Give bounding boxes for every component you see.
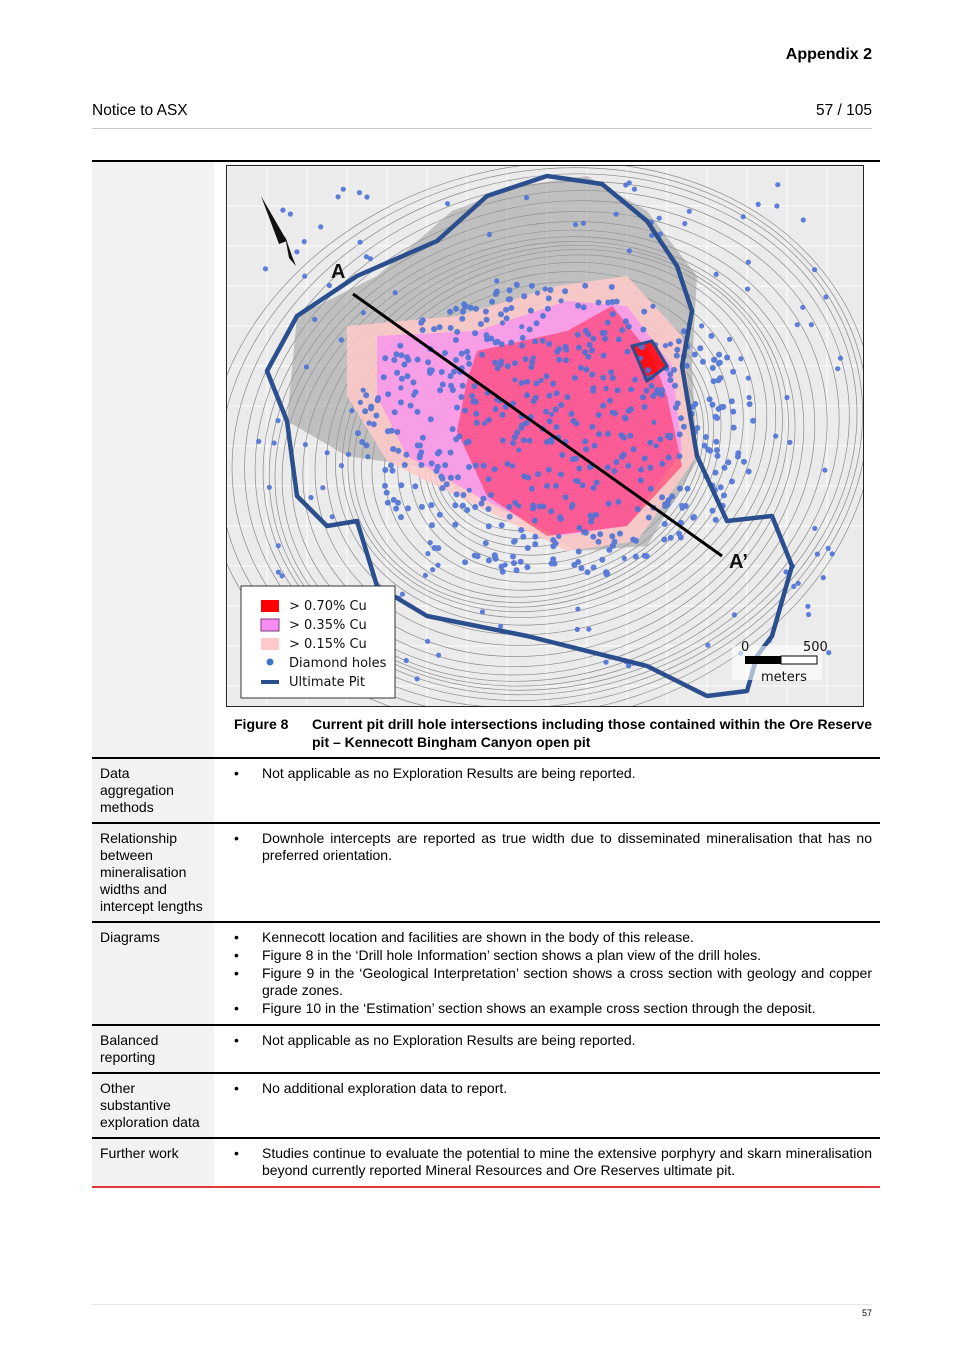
bullet-item: • Not applicable as no Exploration Results are being reported.: [232, 765, 872, 782]
bullet-item: • Studies continue to evaluate the potential to mine the extensive porphyry and skarn mineralisation beyond currently reported Mineral Resources and Ore Reserves ultimate pit.: [232, 1145, 872, 1179]
legend-label-low: > 0.15% Cu: [289, 637, 367, 652]
row-diagrams: [92, 923, 880, 1026]
figure-caption-text: Current pit drill hole intersections including those contained within the Ore Reserve pit – Kennecott Bingham Canyon open pit: [312, 716, 872, 750]
scale-unit: meters: [761, 670, 807, 685]
notice-title: Notice to ASX: [92, 102, 188, 119]
legend-label-ultimate-pit: Ultimate Pit: [289, 675, 365, 690]
page-indicator: 57 / 105: [815, 102, 872, 119]
legend-swatch-medium: [261, 619, 279, 631]
section-label-a-prime: A’: [729, 551, 748, 573]
map-legend: [241, 586, 395, 698]
bullet-item: • Not applicable as no Exploration Results are being reported.: [232, 1032, 872, 1049]
section-label-a: A: [331, 261, 346, 283]
jorc-table: [92, 160, 880, 1188]
legend-label-high: > 0.70% Cu: [289, 599, 367, 614]
scale-bar: [732, 640, 828, 685]
legend-swatch-high: [261, 600, 279, 612]
row-label: Further work: [92, 1139, 214, 1186]
legend-swatch-low: [261, 638, 279, 650]
row-other-exploration: [92, 1074, 880, 1139]
bullet-item: • Kennecott location and facilities are shown in the body of this release.: [232, 929, 872, 946]
row-label: Diagrams: [92, 923, 214, 1024]
row-label: Data aggregation methods: [92, 759, 214, 822]
drill-hole-map: [226, 165, 864, 707]
legend-label-diamond-holes: Diamond holes: [289, 656, 387, 671]
row-balanced-reporting: [92, 1026, 880, 1074]
figure-row-label: [92, 162, 214, 757]
scale-zero: 0: [741, 640, 750, 655]
row-label: Other substantive exploration data: [92, 1074, 214, 1137]
footer-page-number: 57: [861, 1308, 872, 1318]
legend-swatch-diamond-holes: [267, 659, 274, 666]
legend-label-medium: > 0.35% Cu: [289, 618, 367, 633]
page-header: [92, 102, 872, 129]
figure-cell: [214, 162, 880, 757]
appendix-title: Appendix 2: [785, 46, 872, 63]
figure-number: Figure 8: [234, 716, 289, 732]
bullet-item: • Figure 9 in the ‘Geological Interpretation’ section shows a cross section with geology and copper grade zones.: [232, 965, 872, 999]
bullet-item: • Figure 8 in the ‘Drill hole Information’ section shows a plan view of the drill holes.: [232, 947, 872, 964]
scale-max: 500: [803, 640, 828, 655]
bullet-item: • No additional exploration data to report.: [232, 1080, 872, 1097]
footer-rule: [92, 1304, 872, 1305]
row-label: Relationship between mineralisation widths and intercept lengths: [92, 824, 214, 921]
bullet-item: • Downhole intercepts are reported as true width due to disseminated mineralisation that has no preferred orientation.: [232, 830, 872, 864]
figure-caption: [226, 715, 872, 751]
row-relationship: [92, 824, 880, 923]
row-further-work: [92, 1139, 880, 1188]
row-label: Balanced reporting: [92, 1026, 214, 1072]
figure-row: [92, 162, 880, 759]
row-data-aggregation: [92, 759, 880, 824]
bullet-item: • Figure 10 in the ‘Estimation’ section shows an example cross section through the deposit.: [232, 1000, 872, 1017]
